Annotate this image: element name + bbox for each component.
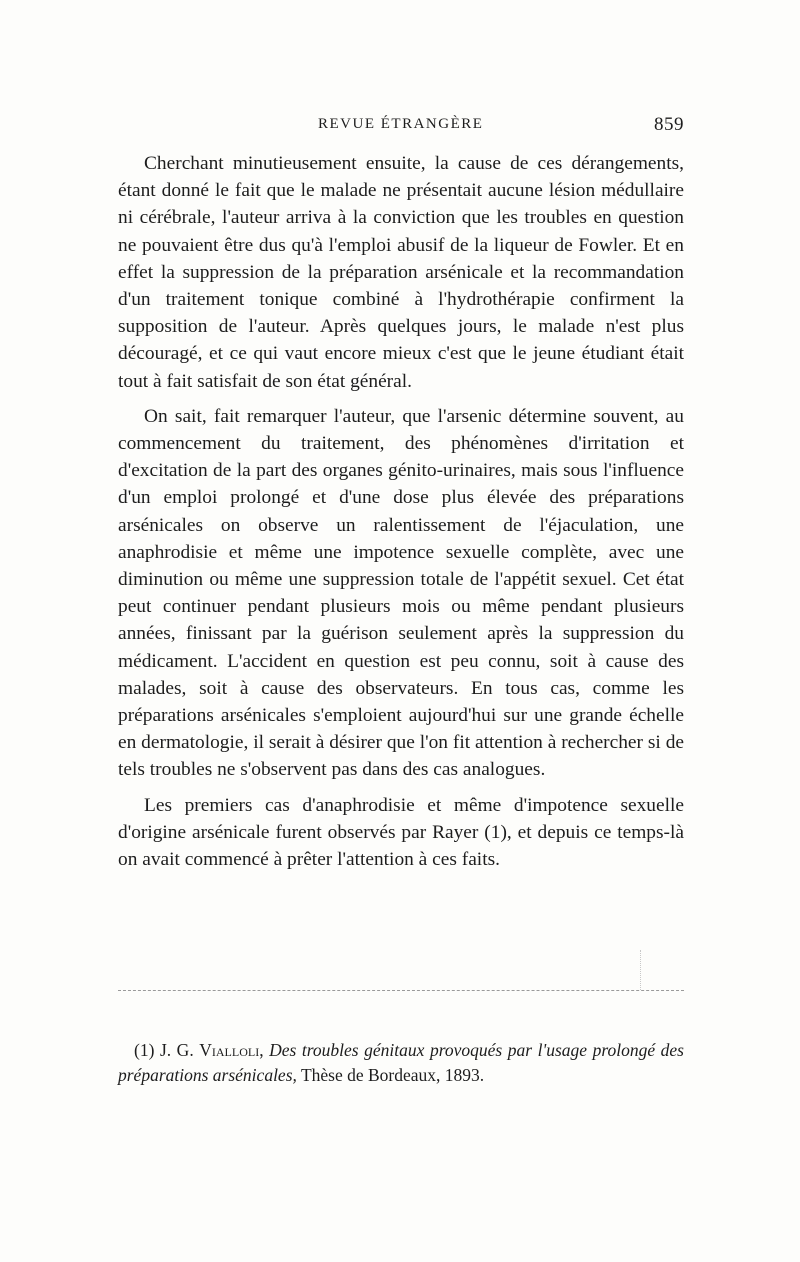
page-number: 859 [654, 114, 684, 135]
running-header [118, 114, 684, 144]
running-title: REVUE ÉTRANGÈRE [318, 116, 484, 132]
footnote [118, 1038, 684, 1088]
paragraph-3: Les premiers cas d'anaphrodisie et même d'impotence sexuelle d'origine arsénicale furent observés par Rayer (1), et depuis ce temps-là on avait commencé à prêter l'attention à ces faits. [118, 794, 684, 871]
footnote-separator [118, 990, 684, 991]
body-text [118, 150, 684, 881]
footnote-title: Des troubles génitaux provoqués par l'usage prolongé des préparations arsénicales, [118, 1039, 684, 1085]
paragraph-2: On sait, fait remarquer l'auteur, que l'arsenic détermine souvent, au commencement du traitement, des phénomènes d'irritation et d'excitation de la part des organes génito-urinaires, mais sous l'influence d'un emploi prolongé et d'une dose plus élevée des préparations arsénicales on observe un ralentissement de l'éjaculation, une anaphrodisie et même une impotence sexuelle complète, avec une diminution ou même une suppression totale de l'appétit sexuel. Cet état peut continuer pendant plusieurs mois ou même pendant plusieurs années, finissant par la guérison seulement après la suppression du médicament. L'accident en question est peu connu, soit à cause des malades, soit à cause des observateurs. En tous cas, comme les préparations arsénicales s'emploient aujourd'hui sur une grande échelle en dermatologie, il serait à désirer que l'on fit attention à rechercher si de tels troubles ne s'observent pas dans des cas analogues. [118, 405, 684, 781]
footnote-author: Vialloli, [199, 1039, 264, 1060]
footnote-marker: (1) J. G. [134, 1039, 194, 1060]
footnote-publication: Thèse de Bordeaux, 1893. [300, 1064, 485, 1085]
paragraph-1: Cherchant minutieusement ensuite, la cause de ces dérangements, étant donné le fait que le malade ne présentait aucune lésion médullaire ni cérébrale, l'auteur arriva à la conviction que les troubles en question ne pouvaient être dus qu'à l'emploi abusif de la liqueur de Fowler. Et en effet la suppression de la préparation arsénicale et la recommandation d'un traitement tonique combiné à l'hydrothérapie confirment la supposition de l'auteur. Après quelques jours, le malade n'est plus découragé, et ce qui vaut encore mieux c'est que le jeune étudiant était tout à fait satisfait de son état général. [118, 153, 684, 392]
scan-artifact [640, 950, 643, 990]
